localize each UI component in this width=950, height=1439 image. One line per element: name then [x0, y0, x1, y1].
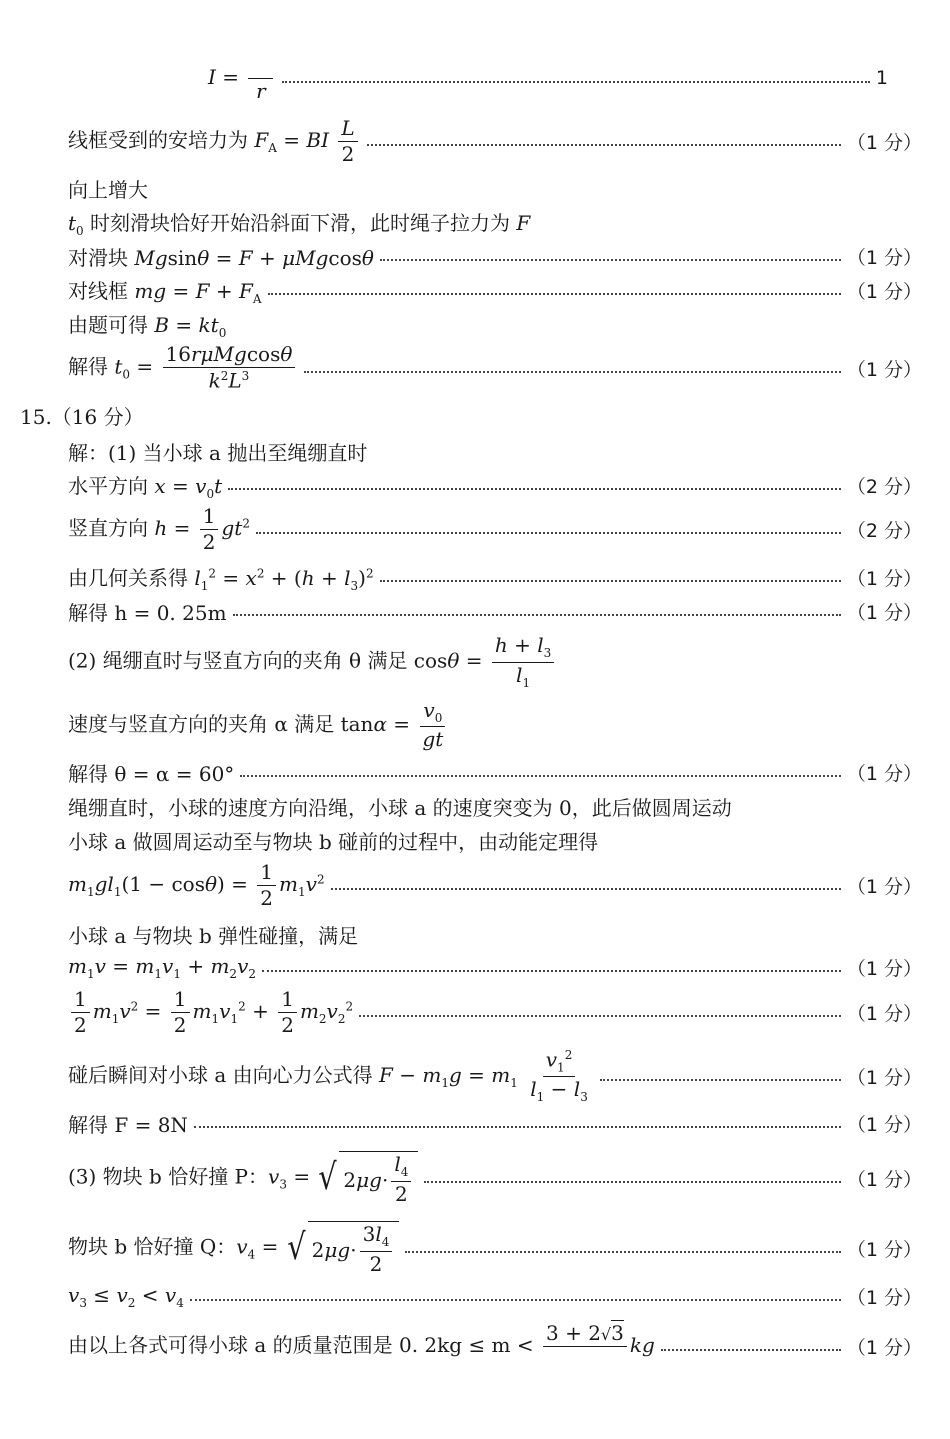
leader-dots: [380, 580, 841, 582]
equation-horizontal: 水平方向 $x = v_0t$ （2 分）: [68, 473, 922, 501]
score: （1 分）: [846, 1002, 922, 1025]
text-line: 解：(1) 当小球 a 抛出至绳绷直时: [68, 440, 368, 465]
leader-dots: [240, 775, 841, 777]
text-line: $t_0$ 时刻滑块恰好开始沿斜面下滑，此时绳子拉力为 F: [68, 210, 531, 238]
leader-dots: [194, 1126, 841, 1128]
leader-dots: [268, 293, 841, 295]
score: （1 分）: [846, 957, 922, 980]
score: （1 分）: [846, 1113, 922, 1136]
score: （1 分）: [846, 1238, 922, 1261]
leader-dots: [256, 532, 841, 534]
leader-dots: [424, 1181, 840, 1183]
equation-tan-alpha: 速度与竖直方向的夹角 α 满足 tanα = $\frac{v_0}{gt}$: [0, 705, 950, 745]
equation-h-result: 解得 h = 0. 25m （1 分）: [0, 591, 950, 631]
leader-dots: [661, 1349, 841, 1351]
leader-dots: [405, 1251, 841, 1253]
equation-angle-result: 解得 θ = α = 60° （1 分）: [0, 752, 950, 792]
score: （1 分）: [846, 875, 922, 898]
score: 1: [875, 67, 888, 89]
leader-dots: [331, 888, 841, 890]
score: （1 分）: [846, 1336, 922, 1359]
equation-centripetal: 碰后瞬间对小球 a 由向心力公式得 $F - m_1g = m_1$ $\frac{v_1^2}{l_1 - l_3}$ （1 分）: [68, 1047, 922, 1104]
text-line: 小球 a 做圆周运动至与物块 b 碰前的过程中，由动能定理得: [68, 829, 599, 854]
text-line: 向上增大: [68, 177, 148, 202]
equation-energy: $m_1gl_1(1 - \cos\theta)$ = $\frac{1}{2}$ $m_1v^2$ （1 分）: [68, 859, 922, 910]
score: （1 分）: [846, 1066, 922, 1089]
leader-dots: [233, 614, 841, 616]
leader-dots: [380, 259, 841, 261]
equation-v4: 物块 b 恰好撞 Q：$v_4$ = √ 2 μg · $\frac{3l_4}{2}$ （1 分）: [68, 1222, 922, 1276]
leader-dots: [190, 1299, 841, 1301]
equation-current: [0, 58, 950, 103]
equation-slider: 对滑块 Mgsinθ = F + μMgcosθ （1 分）: [0, 236, 950, 276]
equation-force-result: 解得 F = 8N （1 分）: [0, 1103, 950, 1143]
leader-dots: [359, 1015, 841, 1017]
equation-kinetic: $\frac{1}{2}$ $m_1v^2$ = $\frac{1}{2}$ $m_1v_1^2$ + $\frac{1}{2}$ $m_2v_2^2$ （1 分）: [0, 992, 950, 1032]
score: （2 分）: [846, 519, 922, 542]
text-line: 绳绷直时，小球的速度方向沿绳，小球 a 的速度突变为 0，此后做圆周运动: [68, 795, 732, 820]
score: （1 分）: [846, 1286, 922, 1309]
leader-dots: [228, 488, 841, 490]
formula: I = r: [208, 55, 276, 102]
equation-frame: 对线框 mg = $F + F_A$ （1 分）: [68, 278, 922, 306]
formula: 线框受到的安培力为 $F_A$ = BI $\frac{L}{2}$: [68, 118, 361, 165]
leader-dots: [282, 81, 869, 83]
inequality-velocity: $v_3 \le v_2 < v_4$ （1 分）: [68, 1282, 922, 1310]
leader-dots: [367, 144, 841, 146]
score: （1 分）: [846, 131, 922, 154]
equation-t0: 解得 $t_0$ = $\frac{\text{16rμMgcosθ}}{k^2L^3}$ （1 分）: [68, 342, 922, 393]
leader-dots: [262, 970, 841, 972]
equation-v3: (3) 物块 b 恰好撞 P：$v_3$ = √ 2 μg · $\frac{l_4}{2}$ （1 分）: [68, 1152, 922, 1206]
equation-vertical: 竖直方向 h = $\frac{1}{2}$ $gt^2$ （2 分）: [68, 503, 922, 554]
question-number: 15.（16 分）: [20, 404, 144, 429]
score: （1 分）: [846, 358, 922, 381]
equation-ampere-force: [0, 115, 950, 166]
leader-dots: [304, 371, 840, 373]
equation-geometry: 由几何关系得 $l_1^2 = x^2 + (h + l_3)^2$ （1 分）: [68, 565, 922, 593]
equation-cos-theta: (2) 绳绷直时与竖直方向的夹角 θ 满足 cosθ = $\frac{h + l_3}{l_1}$: [0, 642, 950, 682]
score: （1 分）: [846, 762, 922, 785]
text-line: 由题可得 $B = kt_0$: [68, 312, 227, 340]
score: （1 分）: [846, 601, 922, 624]
score: （1 分）: [846, 1168, 922, 1191]
equation-mass-range: 由以上各式可得小球 a 的质量范围是 0. 2kg ≤ m < 3 + 2√3 kg （1 分）: [68, 1320, 922, 1359]
score: （1 分）: [846, 280, 922, 303]
score: （1 分）: [846, 567, 922, 590]
equation-momentum: $m_1v = m_1v_1 + m_2v_2$ （1 分）: [68, 953, 922, 981]
text-line: 小球 a 与物块 b 弹性碰撞，满足: [68, 923, 359, 948]
score: （1 分）: [846, 246, 922, 269]
score: （2 分）: [846, 475, 922, 498]
leader-dots: [600, 1079, 841, 1081]
